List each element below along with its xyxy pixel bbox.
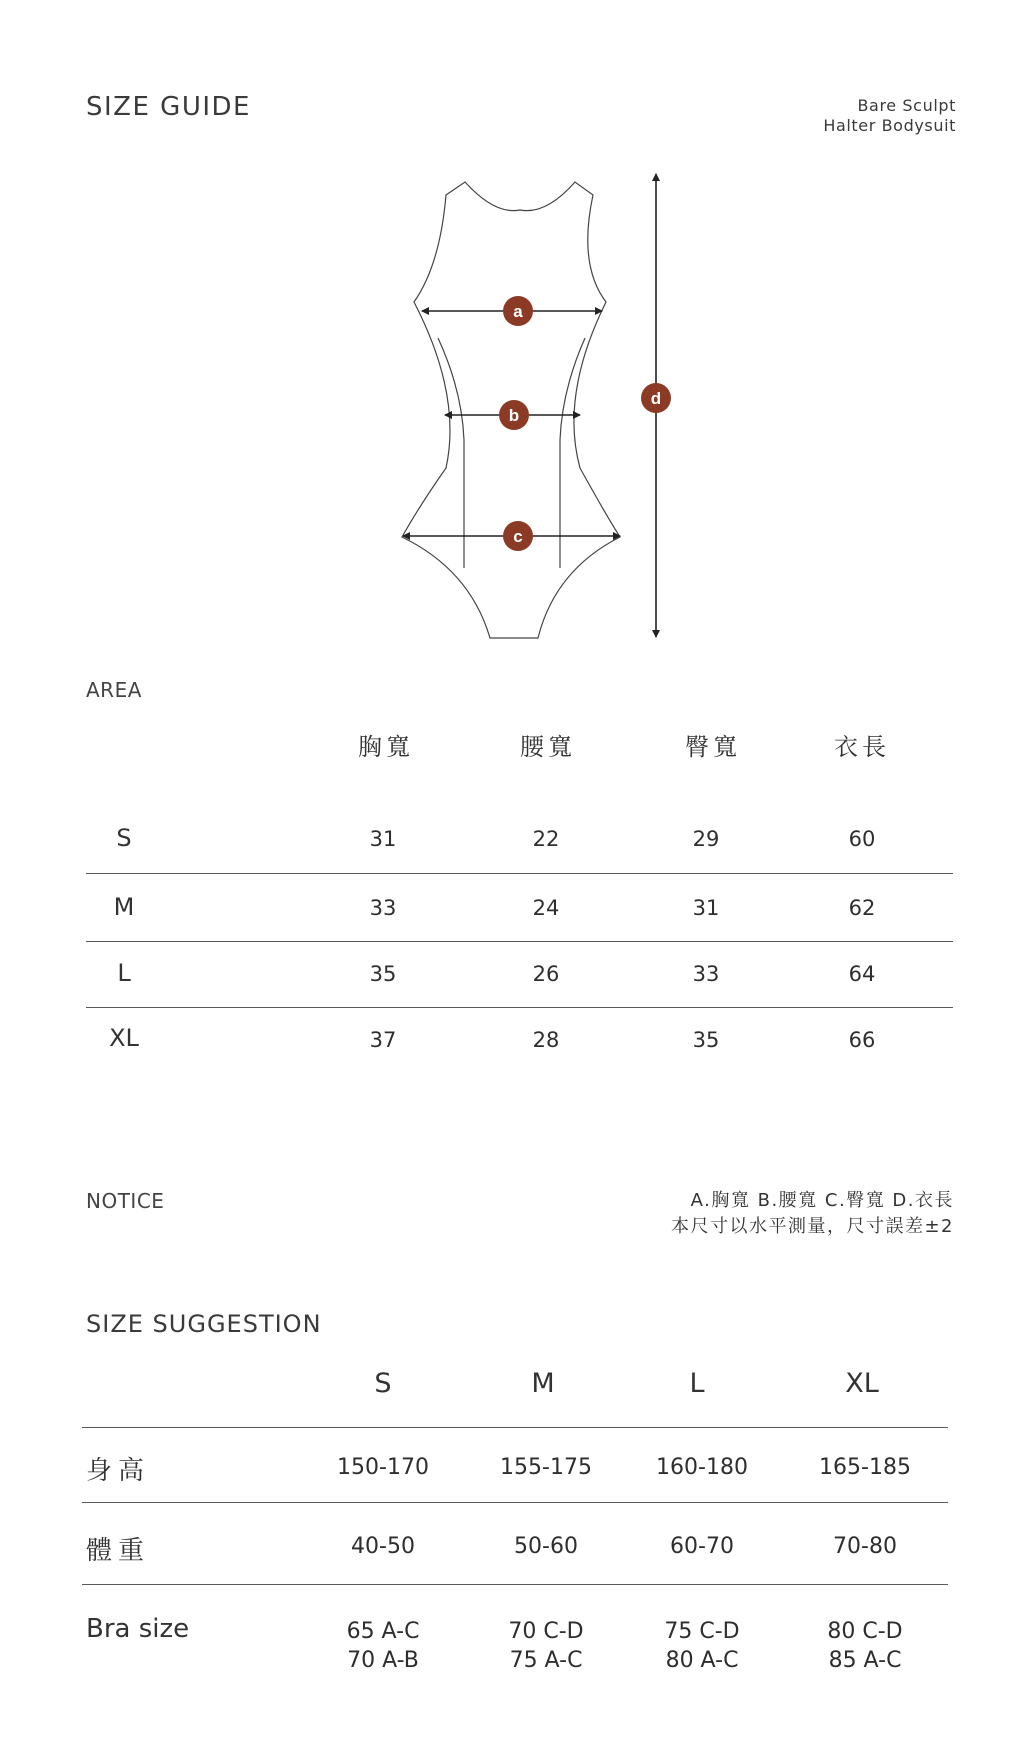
marker-c-label: c [513,527,523,546]
suggestion-divider-1 [82,1427,948,1428]
product-name-line2: Halter Bodysuit [823,116,956,135]
bra-size-m [508,1617,583,1675]
suggestion-divider-2 [82,1502,948,1503]
bra-size-l-line2: 80 A-C [665,1648,739,1673]
area-row-m-waist: 24 [532,896,560,920]
bra-size-xl [827,1617,902,1675]
area-row-xl-size: XL [109,1024,139,1052]
suggestion-col-xl: XL [845,1368,879,1399]
bra-size-l [664,1617,739,1675]
height-m: 155-175 [500,1455,592,1480]
notice-text [671,1188,954,1240]
area-row-xl-waist: 28 [532,1028,560,1052]
marker-d [641,383,671,413]
notice-label: NOTICE [86,1189,165,1213]
notice-line2: 本尺寸以水平測量，尺寸誤差±2 [670,1216,954,1237]
bra-size-m-line2: 75 A-C [509,1648,583,1673]
bra-size-label: Bra size [86,1614,190,1644]
area-col-length: 衣長 [834,733,890,761]
area-row-s-hip: 29 [692,827,720,851]
area-row-l-size: L [117,959,131,987]
marker-b-label: b [508,406,520,425]
area-col-hip: 臀寬 [685,733,741,761]
area-row-xl-length: 66 [848,1028,876,1052]
bra-size-m-line1: 70 C-D [508,1619,584,1644]
suggestion-col-s: S [374,1368,392,1399]
bra-size-l-line1: 75 C-D [664,1619,740,1644]
area-row-m-length: 62 [848,896,876,920]
suggestion-label: SIZE SUGGESTION [86,1310,322,1338]
area-divider-3 [86,1007,953,1008]
marker-d-label: d [650,389,662,408]
height-label: 身高 [86,1456,151,1486]
area-row-l-waist: 26 [532,962,560,986]
area-row-l-hip: 33 [692,962,720,986]
height-s: 150-170 [337,1455,429,1480]
area-divider-2 [86,941,953,942]
area-row-m-chest: 33 [369,896,397,920]
bra-size-xl-line2: 85 A-C [828,1648,902,1673]
suggestion-col-m: M [531,1368,555,1399]
area-row-s-size: S [116,824,132,852]
area-label: AREA [86,678,142,702]
area-col-waist: 腰寬 [520,733,576,761]
suggestion-divider-3 [82,1584,948,1585]
bra-size-s-line1: 65 A-C [346,1619,420,1644]
area-row-xl-chest: 37 [369,1028,397,1052]
weight-s: 40-50 [351,1534,415,1559]
area-row-s-length: 60 [848,827,876,851]
area-row-s-chest: 31 [369,827,397,851]
marker-a [503,296,533,326]
bra-size-s-line2: 70 A-B [347,1648,419,1673]
area-row-m-size: M [113,893,135,921]
weight-m: 50-60 [514,1534,578,1559]
area-row-l-chest: 35 [369,962,397,986]
product-name-line1: Bare Sculpt [857,96,956,115]
height-l: 160-180 [656,1455,748,1480]
bodysuit-diagram [0,0,1030,680]
area-row-xl-hip: 35 [692,1028,720,1052]
weight-l: 60-70 [670,1534,734,1559]
notice-line1: A.胸寬 B.腰寬 C.臀寬 D.衣長 [690,1190,954,1211]
area-divider-1 [86,873,953,874]
area-col-chest: 胸寬 [358,733,414,761]
marker-a-label: a [513,302,523,321]
suggestion-col-l: L [689,1368,705,1399]
height-xl: 165-185 [819,1455,911,1480]
area-row-m-hip: 31 [692,896,720,920]
area-row-s-waist: 22 [532,827,560,851]
weight-xl: 70-80 [833,1534,897,1559]
page-title: SIZE GUIDE [86,92,251,122]
weight-label: 體重 [86,1536,151,1566]
marker-b [499,400,529,430]
bra-size-s [347,1617,420,1675]
bra-size-xl-line1: 80 C-D [827,1619,903,1644]
marker-c [503,521,533,551]
area-row-l-length: 64 [848,962,876,986]
